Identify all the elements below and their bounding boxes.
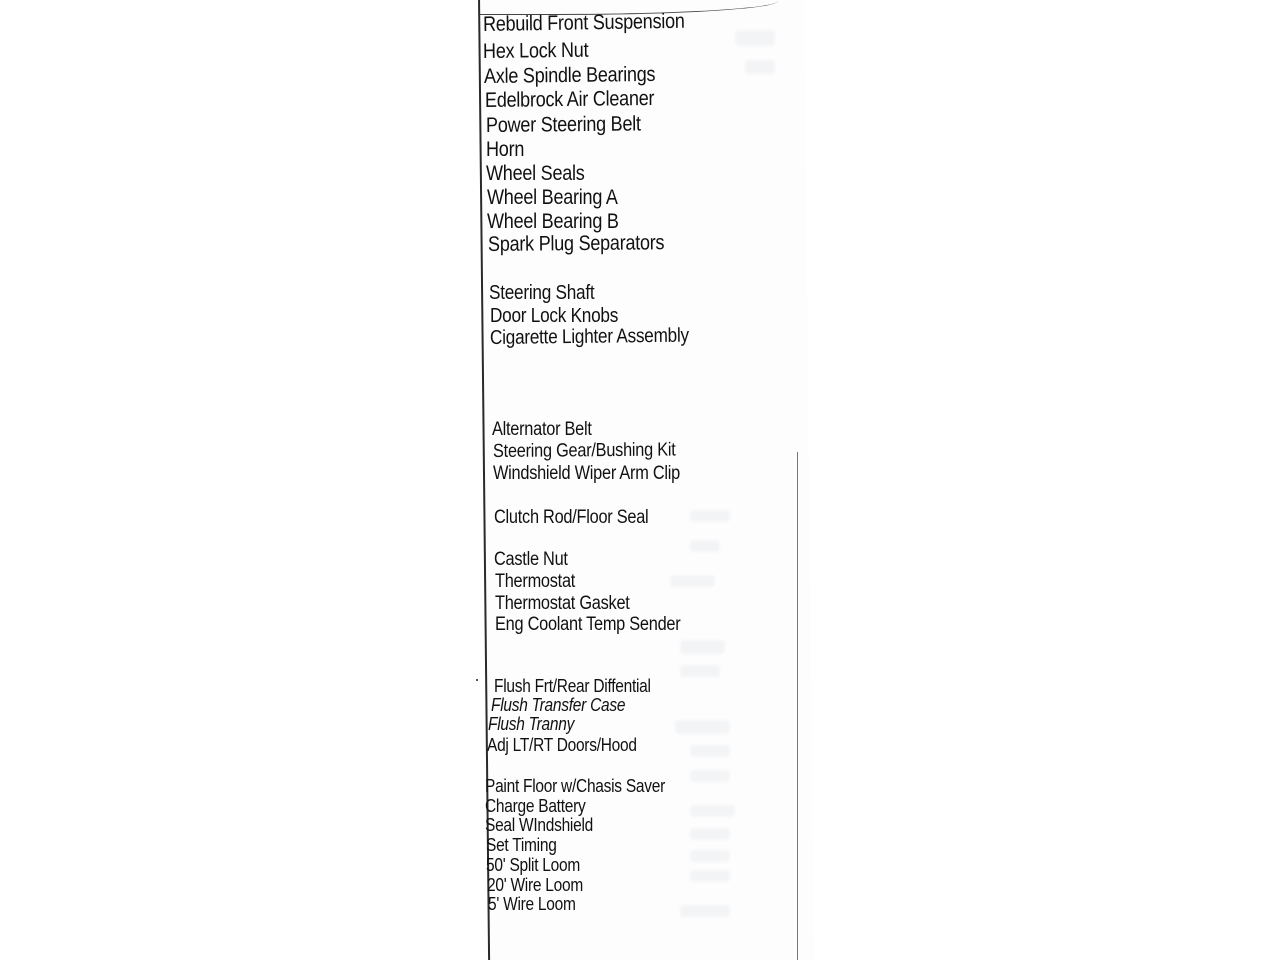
bleed-through-mark xyxy=(675,720,730,734)
list-item: Door Lock Knobs xyxy=(490,305,619,327)
list-item: 20' Wire Loom xyxy=(487,875,583,895)
list-item: Paint Floor w/Chasis Saver xyxy=(485,776,665,796)
bleed-through-mark xyxy=(690,540,720,552)
bleed-through-mark xyxy=(680,640,725,654)
list-item: Wheel Bearing A xyxy=(487,186,618,209)
list-item: Set Timing xyxy=(486,835,557,855)
list-item: Eng Coolant Temp Sender xyxy=(495,614,681,635)
bleed-through-mark xyxy=(690,805,735,817)
list-item: Power Steering Belt xyxy=(485,112,641,137)
bleed-through-mark xyxy=(690,770,730,782)
list-item: Axle Spindle Bearings xyxy=(483,62,656,88)
list-item: Thermostat Gasket xyxy=(495,593,630,614)
bleed-through-mark xyxy=(670,575,715,587)
bleed-through-mark xyxy=(735,30,775,46)
list-item: Clutch Rod/Floor Seal xyxy=(494,507,649,528)
bleed-through-mark xyxy=(690,828,730,840)
list-item: Spark Plug Separators xyxy=(487,231,665,256)
ink-dot xyxy=(476,679,478,681)
list-item: Flush Transfer Case xyxy=(491,695,626,715)
bleed-through-mark xyxy=(680,665,720,677)
list-item: Flush Tranny xyxy=(488,714,575,734)
list-item: Edelbrock Air Cleaner xyxy=(484,86,655,112)
list-item: Windshield Wiper Arm Clip xyxy=(493,463,680,484)
list-item: Castle Nut xyxy=(494,549,568,570)
bleed-through-mark xyxy=(680,905,730,917)
list-item: Wheel Seals xyxy=(486,162,585,185)
list-item: Alternator Belt xyxy=(492,419,592,440)
list-item: Rebuild Front Suspension xyxy=(482,9,685,36)
list-item: Hex Lock Nut xyxy=(482,38,589,63)
list-item: Horn xyxy=(486,138,525,161)
list-item: 5' Wire Loom xyxy=(488,894,576,914)
bleed-through-mark xyxy=(690,870,730,882)
list-item: 50' Split Loom xyxy=(486,855,581,875)
list-item: Thermostat xyxy=(495,571,576,592)
bleed-through-mark xyxy=(745,60,775,74)
list-item: Steering Shaft xyxy=(489,282,595,304)
list-item: Seal WIndshield xyxy=(485,815,593,835)
list-item: Cigarette Lighter Assembly xyxy=(489,324,689,349)
bleed-through-mark xyxy=(690,850,730,862)
bleed-through-mark xyxy=(690,510,730,522)
paper-right-edge xyxy=(797,452,798,960)
list-item: Wheel Bearing B xyxy=(487,210,619,233)
list-item: Flush Frt/Rear Diffential xyxy=(494,676,651,696)
list-item: Charge Battery xyxy=(485,796,586,816)
bleed-through-mark xyxy=(690,745,730,757)
list-item: Steering Gear/Bushing Kit xyxy=(492,439,676,462)
list-item: Adj LT/RT Doors/Hood xyxy=(487,735,637,755)
